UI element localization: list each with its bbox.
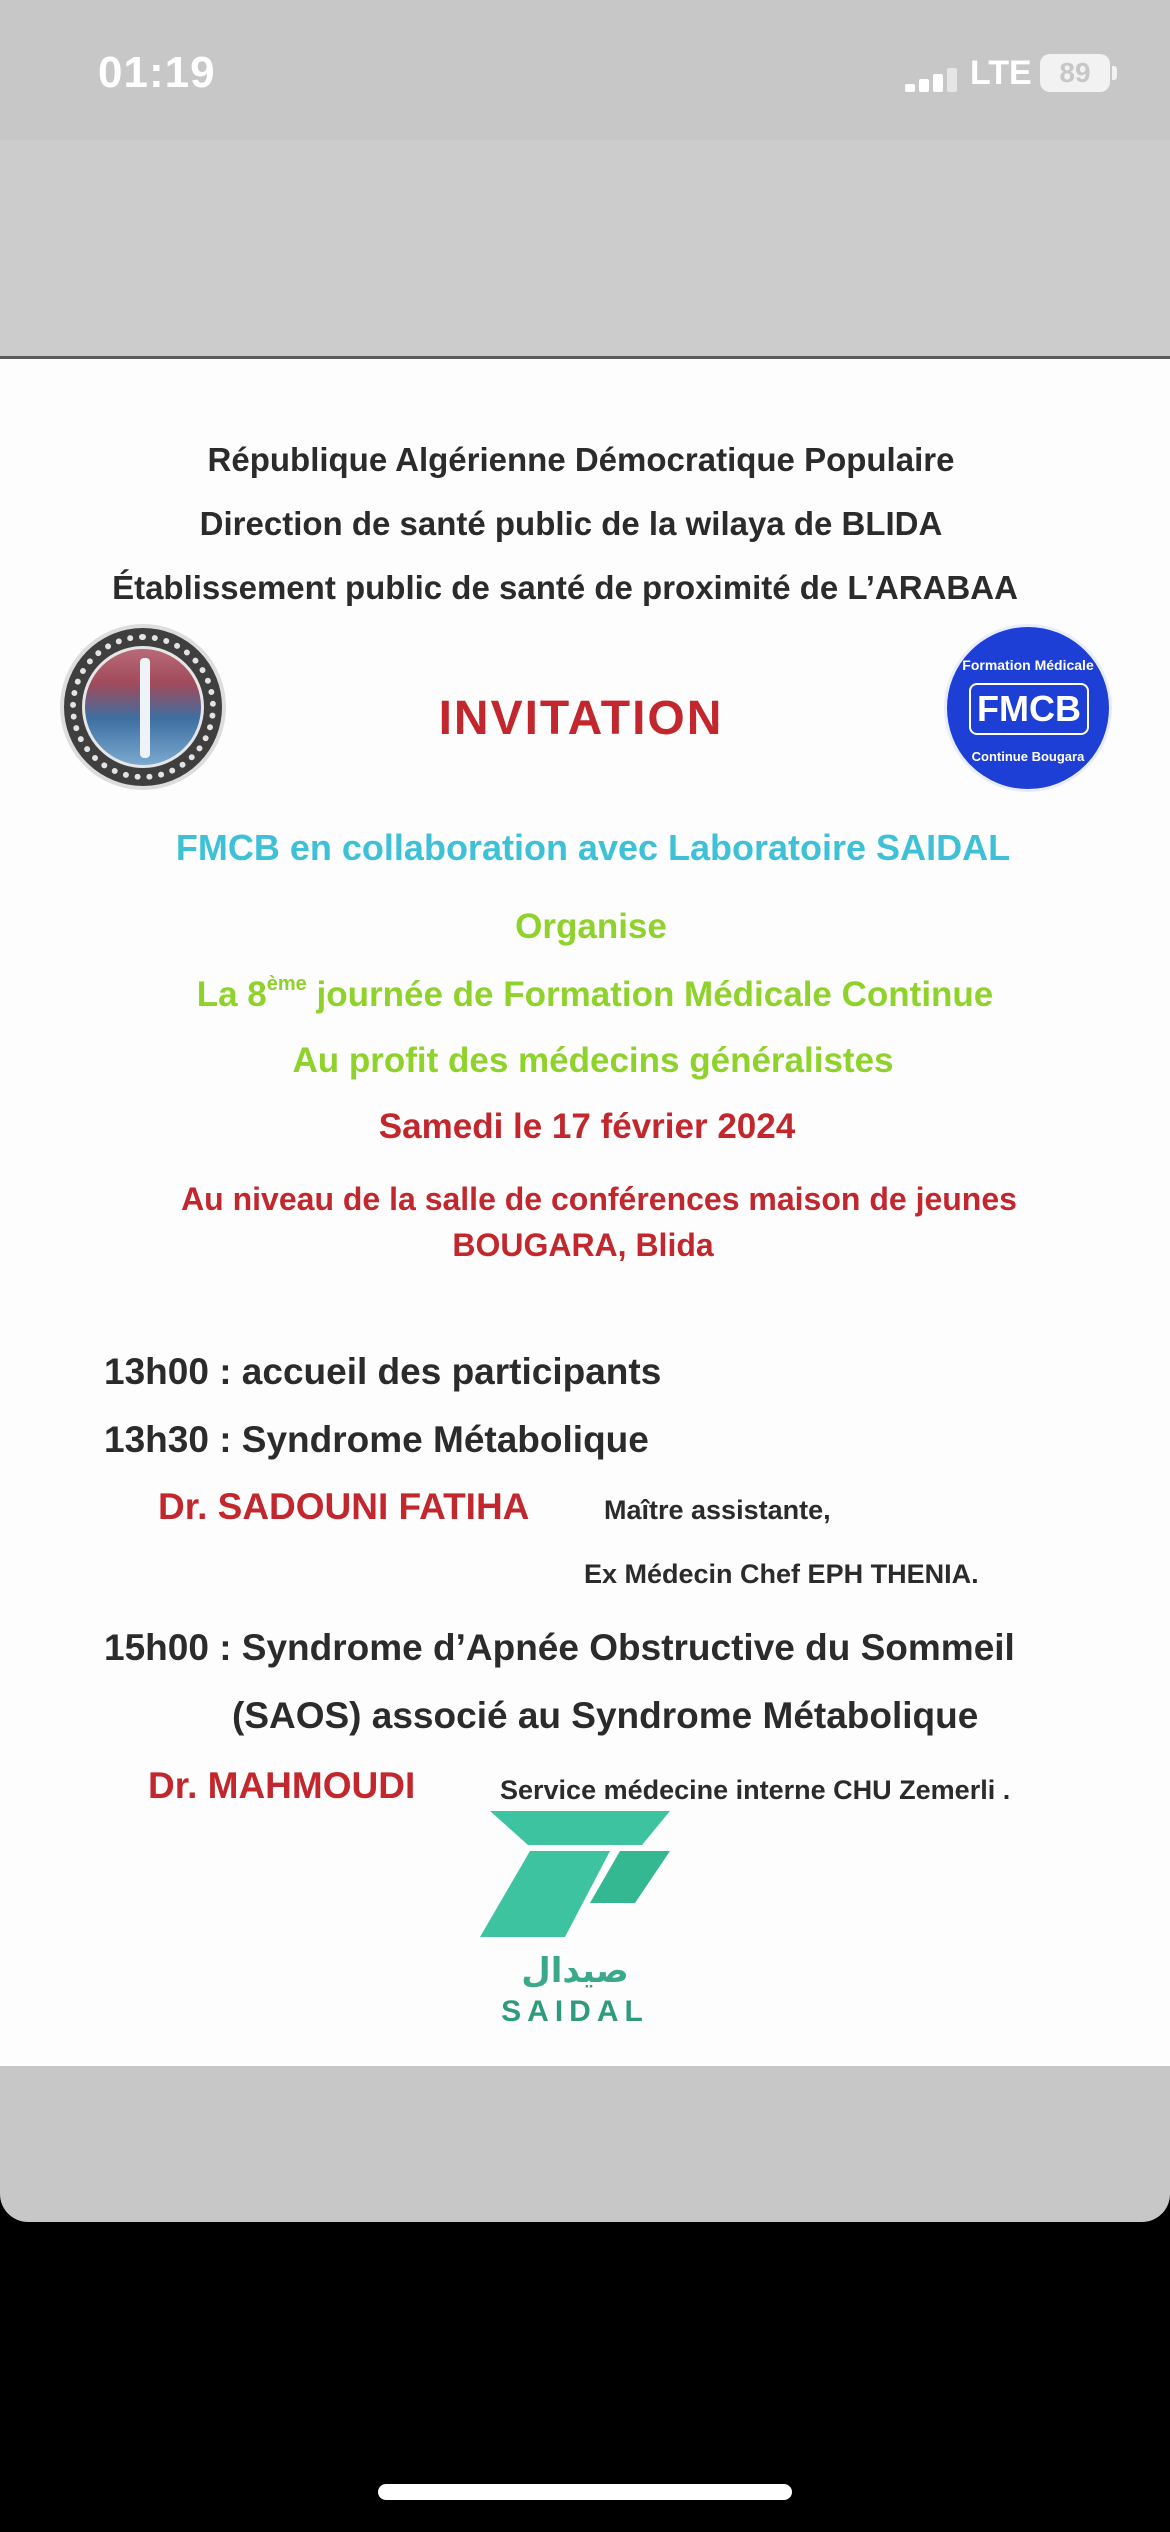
saidal-latin-name: SAIDAL: [501, 1995, 649, 2028]
header-line-1: République Algérienne Démocratique Populaire: [207, 441, 955, 478]
fmcb-logo-top: Formation Médicale: [962, 657, 1094, 673]
venue-line-1: Au niveau de la salle de conférences maison de jeunes: [181, 1181, 1017, 1217]
saidal-logo-mark: [470, 1811, 680, 1937]
journee-ordinal: ème: [266, 973, 307, 995]
bottom-background: [0, 2066, 1170, 2222]
event-date: Samedi le 17 février 2024: [378, 1107, 796, 1146]
journee-prefix: La 8: [196, 975, 267, 1014]
organise-line: Organise: [515, 907, 667, 946]
journee-suffix: journée de Formation Médicale Continue: [306, 975, 994, 1014]
invitation-title: INVITATION: [438, 692, 724, 745]
fmcb-logo-mid: FMCB: [969, 683, 1089, 735]
program-item-3-line-2: (SAOS) associé au Syndrome Métabolique: [232, 1695, 979, 1736]
battery-icon: 89: [1040, 54, 1110, 92]
venue-line-2: BOUGARA, Blida: [452, 1227, 714, 1263]
network-type: LTE: [970, 54, 1032, 92]
signal-icon: [905, 68, 959, 92]
profit-line: Au profit des médecins généralistes: [292, 1041, 894, 1080]
battery-tip: [1112, 66, 1117, 80]
fmcb-logo-bottom: Continue Bougara: [971, 749, 1085, 764]
doctor-1-role-2: Ex Médecin Chef EPH THENIA.: [584, 1559, 979, 1589]
program-item-2: 13h30 : Syndrome Métabolique: [104, 1419, 649, 1460]
home-indicator[interactable]: [378, 2484, 792, 2500]
invitation-flyer-image[interactable]: [0, 359, 1170, 2066]
doctor-2-role: Service médecine interne CHU Zemerli .: [500, 1775, 1011, 1805]
top-gray-band: [0, 140, 1170, 357]
program-item-3-line-1: 15h00 : Syndrome d’Apnée Obstructive du Sommeil: [104, 1627, 1015, 1668]
journee-line: [10, 973, 1170, 1015]
status-time: 01:19: [98, 48, 216, 97]
doctor-2-name: Dr. MAHMOUDI: [148, 1765, 416, 1806]
saidal-arabic-name: صيدال: [521, 1952, 629, 1990]
program-item-1: 13h00 : accueil des participants: [104, 1351, 662, 1392]
doctor-1-name: Dr. SADOUNI FATIHA: [158, 1486, 530, 1527]
doctor-1-role-1: Maître assistante,: [604, 1495, 831, 1525]
header-line-2: Direction de santé public de la wilaya de BLIDA: [199, 505, 943, 542]
fmcb-logo: [944, 624, 1112, 792]
header-line-3: Établissement public de santé de proximité de L’ARABAA: [112, 569, 1018, 606]
collaboration-line: FMCB en collaboration avec Laboratoire SAIDAL: [175, 827, 1011, 868]
